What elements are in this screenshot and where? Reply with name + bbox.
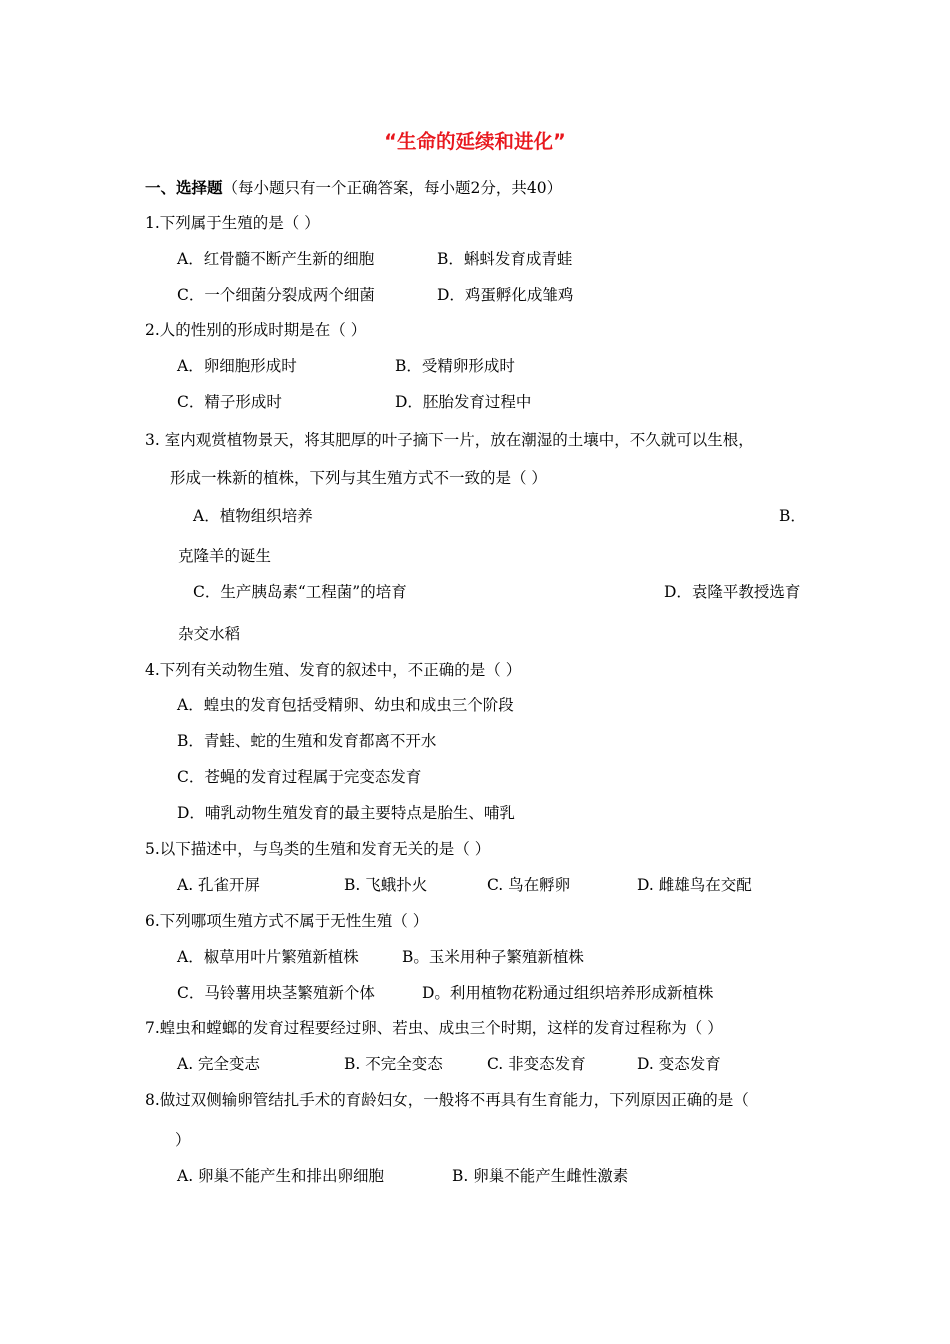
question-7-stem: 7.蝗虫和螳螂的发育过程要经过卵、若虫、成虫三个时期，这样的发育过程称为（ ）	[145, 1019, 723, 1037]
question-8-option-a: A. 卵巢不能产生和排出卵细胞	[177, 1167, 385, 1185]
question-1-stem: 1.下列属于生殖的是（ ）	[145, 214, 320, 232]
section-header	[145, 178, 562, 198]
question-1-option-a: A．红骨髓不断产生新的细胞	[177, 250, 375, 268]
question-5-option-c: C. 鸟在孵卵	[487, 876, 571, 894]
question-3-option-b: B．	[779, 507, 806, 525]
question-3-stem-line-1: 3. 室内观赏植物景天，将其肥厚的叶子摘下一片，放在潮湿的土壤中，不久就可以生根，	[145, 431, 754, 449]
question-7-option-b: B. 不完全变态	[344, 1055, 443, 1073]
question-7-option-c: C. 非变态发育	[487, 1055, 586, 1073]
section-note: （每小题只有一个正确答案，每小题2分，共40）	[222, 179, 563, 197]
question-1-option-c: C．一个细菌分裂成两个细菌	[177, 286, 375, 304]
question-4-option-b: B．青蛙、蛇的生殖和发育都离不开水	[177, 732, 437, 750]
question-4-option-c: C．苍蝇的发育过程属于完变态发育	[177, 768, 422, 786]
question-8-stem-line-2: ）	[175, 1131, 191, 1149]
question-5-option-d: D. 雌雄鸟在交配	[637, 876, 752, 894]
question-3-stem-line-2: 形成一株新的植株，下列与其生殖方式不一致的是（ ）	[170, 469, 547, 487]
question-6-option-c: C．马铃薯用块茎繁殖新个体	[177, 984, 375, 1002]
page-title: “生命的延续和进化”	[384, 130, 566, 153]
question-2-option-a: A．卵细胞形成时	[177, 357, 297, 375]
question-4-option-a: A．蝗虫的发育包括受精卵、幼虫和成虫三个阶段	[177, 696, 514, 714]
question-4-stem: 4.下列有关动物生殖、发育的叙述中，不正确的是（ ）	[145, 661, 522, 679]
question-5-option-b: B. 飞蛾扑火	[344, 876, 428, 894]
question-1-option-d: D．鸡蛋孵化成雏鸡	[437, 286, 574, 304]
section-label: 一、选择题	[145, 179, 223, 197]
question-3-option-b-cont: 克隆羊的诞生	[178, 547, 272, 565]
question-5-option-a: A. 孔雀开屏	[177, 876, 261, 894]
question-2-option-c: C．精子形成时	[177, 393, 282, 411]
question-7-option-d: D. 变态发育	[637, 1055, 721, 1073]
question-2-stem: 2.人的性别的形成时期是在（ ）	[145, 321, 367, 339]
question-6-stem: 6.下列哪项生殖方式不属于无性生殖（ ）	[145, 912, 429, 930]
question-3-option-d-cont: 杂交水稻	[178, 625, 241, 643]
question-2-option-b: B．受精卵形成时	[395, 357, 515, 375]
question-8-stem-line-1: 8.做过双侧输卵管结扎手术的育龄妇女，一般将不再具有生育能力，下列原因正确的是（	[145, 1091, 749, 1109]
question-4-option-d: D．哺乳动物生殖发育的最主要特点是胎生、哺乳	[177, 804, 515, 822]
question-5-stem: 5.以下描述中，与鸟类的生殖和发育无关的是（ ）	[145, 840, 491, 858]
question-6-option-a: A．椒草用叶片繁殖新植株	[177, 948, 359, 966]
question-7-option-a: A. 完全变志	[177, 1055, 261, 1073]
question-6-option-d: D。利用植物花粉通过组织培养形成新植株	[422, 984, 714, 1002]
question-6-option-b: B。玉米用种子繁殖新植株	[402, 948, 584, 966]
question-1-option-b: B．蝌蚪发育成青蛙	[437, 250, 573, 268]
question-3-option-a: A．植物组织培养	[193, 507, 313, 525]
question-3-option-c: C．生产胰岛素“工程菌”的培育	[193, 583, 407, 601]
question-3-option-d: D．袁隆平教授选育	[664, 583, 801, 601]
question-2-option-d: D．胚胎发育过程中	[395, 393, 532, 411]
question-8-option-b: B. 卵巢不能产生雌性激素	[452, 1167, 629, 1185]
